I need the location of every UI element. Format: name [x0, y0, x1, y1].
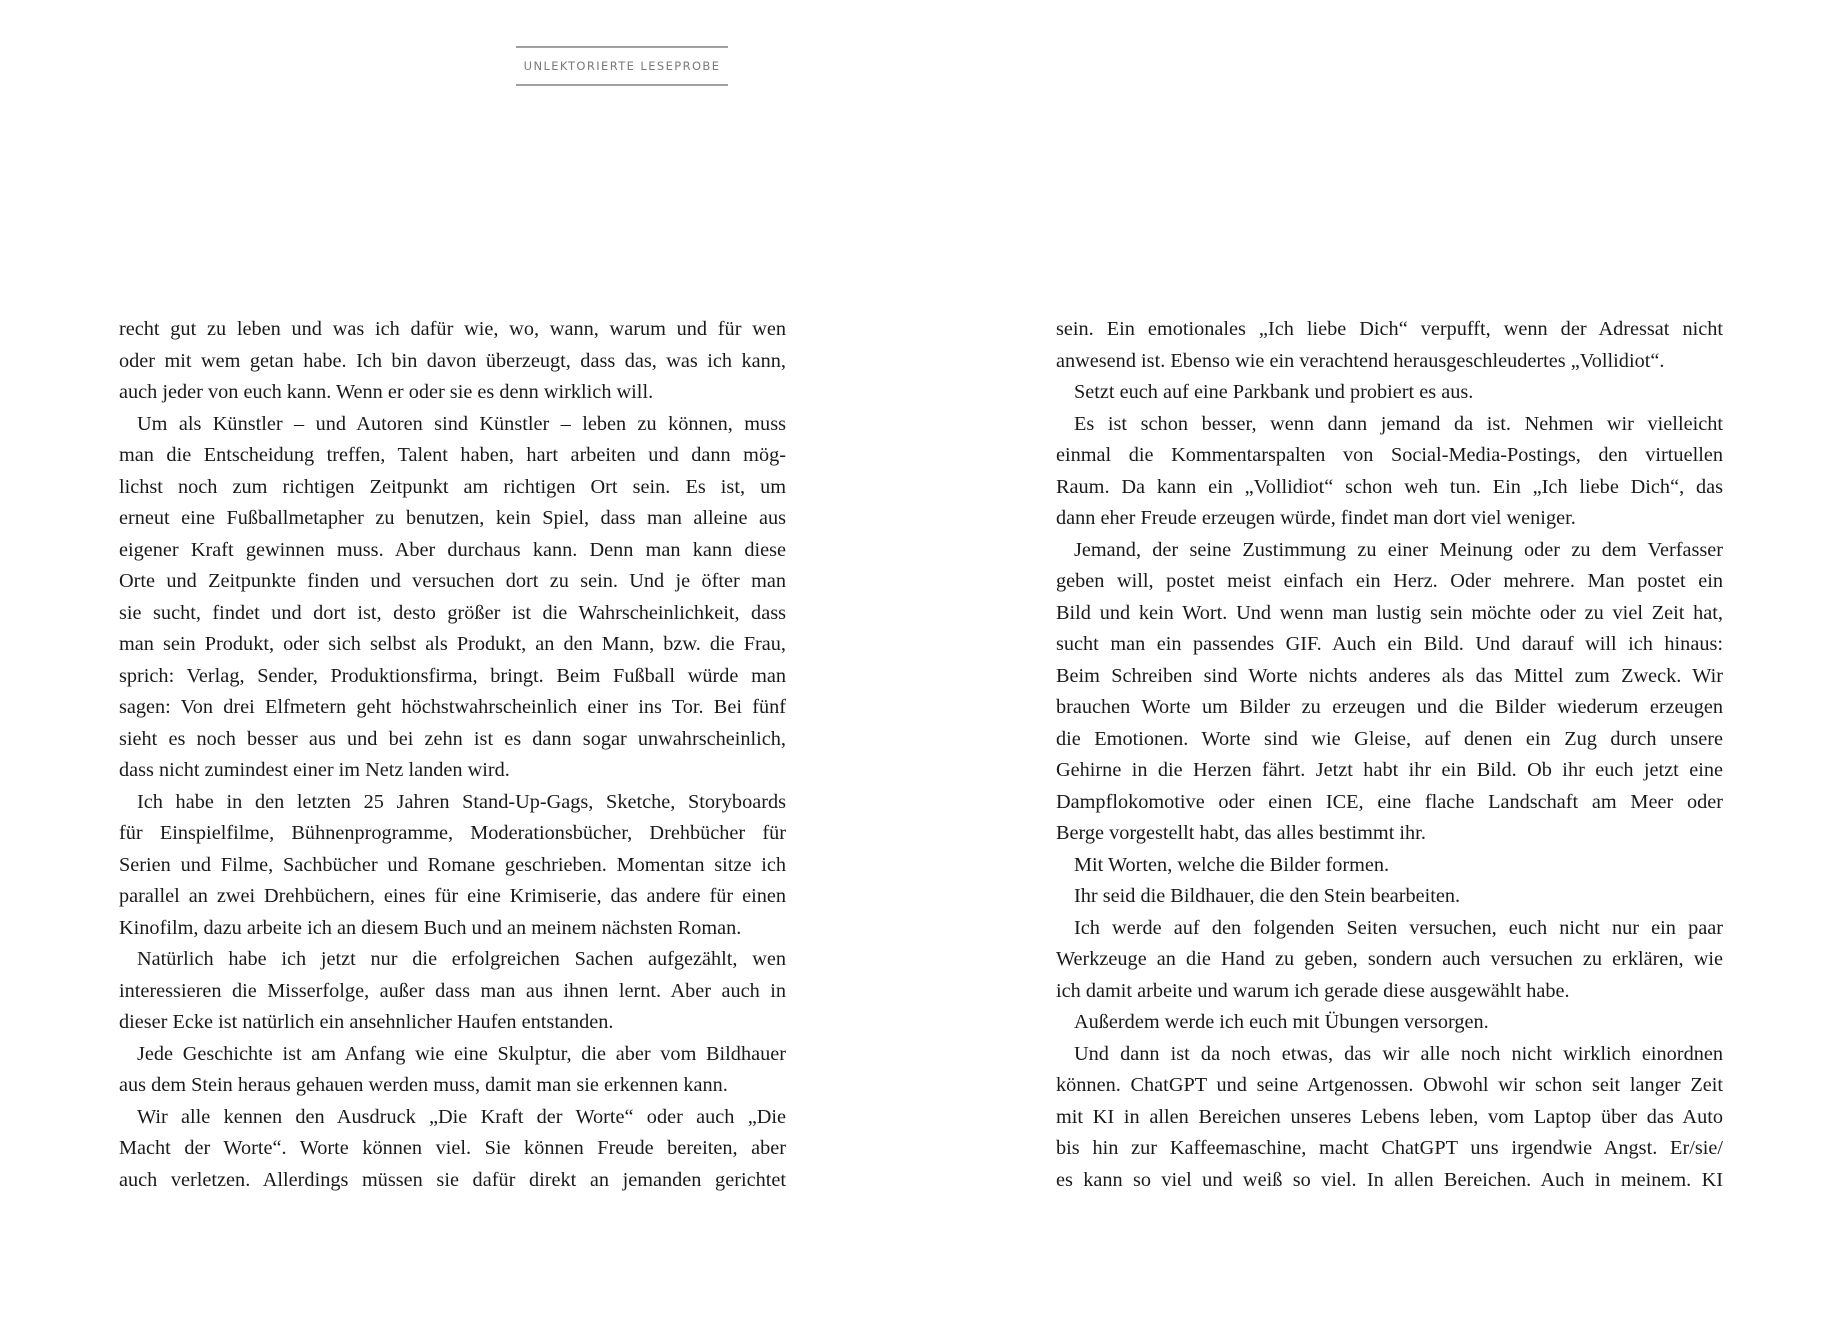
text-line: recht gut zu leben und was ich dafür wie, wo, wann, warum und für wen — [119, 318, 786, 340]
text-line: Jemand, der seine Zustimmung zu einer Meinung oder zu dem Verfasser — [1074, 538, 1723, 561]
text-line: sieht es noch besser aus und bei zehn ist es dann sogar unwahrscheinlich, — [119, 727, 786, 750]
paragraph — [119, 787, 786, 945]
text-line: Mit Worten, welche die Bilder formen. — [1074, 853, 1390, 876]
text-line: Ihr seid die Bildhauer, die den Stein bearbeiten. — [1074, 885, 1461, 907]
text-line: Setzt euch auf eine Parkbank und probiert es aus. — [1074, 381, 1474, 403]
text-line: Orte und Zeitpunkte finden und versuchen dort zu sein. Und je öfter man — [119, 570, 786, 592]
text-line: erneut eine Fußballmetapher zu benutzen, kein Spiel, dass man alleine aus — [119, 507, 786, 529]
text-line: können. ChatGPT und seine Artgenossen. Obwohl wir schon seit langer Zeit — [1056, 1074, 1723, 1096]
text-line: für Einspielfilme, Bühnenprogramme, Moderationsbücher, Drehbücher für — [119, 822, 786, 844]
text-line: bis hin zur Kaffeemaschine, macht ChatGPT uns irgendwie Angst. Er/sie/ — [1056, 1137, 1723, 1159]
paragraph — [119, 409, 786, 787]
text-line: auch verletzen. Allerdings müssen sie dafür direkt an jemanden gerichtet — [119, 1168, 786, 1191]
text-line: parallel an zwei Drehbüchern, eines für eine Krimiserie, das andere für einen — [119, 885, 786, 907]
paragraph — [1056, 1039, 1723, 1197]
text-line: mit KI in allen Bereichen unseres Lebens leben, vom Laptop über das Auto — [1056, 1105, 1723, 1128]
paragraph — [119, 1102, 786, 1197]
text-line: die Emotionen. Worte sind wie Gleise, auf denen ein Zug durch unsere — [1056, 727, 1723, 750]
text-line: Ich habe in den letzten 25 Jahren Stand-Up-Gags, Sketche, Storyboards — [137, 790, 786, 813]
paragraph — [1056, 913, 1723, 1008]
text-line: Wir alle kennen den Ausdruck „Die Kraft der Worte“ oder auch „Die — [137, 1105, 786, 1128]
text-line: eigener Kraft gewinnen muss. Aber durchaus kann. Denn man kann diese — [119, 538, 786, 561]
text-line: Raum. Da kann ein „Vollidiot“ schon weh tun. Ein „Ich liebe Dich“, das — [1056, 475, 1723, 498]
text-line: Natürlich habe ich jetzt nur die erfolgreichen Sachen aufgezählt, wen — [137, 948, 786, 970]
text-line: Es ist schon besser, wenn dann jemand da ist. Nehmen wir vielleicht — [1074, 412, 1723, 435]
text-line: Gehirne in die Herzen fährt. Jetzt habt ihr ein Bild. Ob ihr euch jetzt eine — [1056, 759, 1723, 781]
left-page-text — [119, 314, 786, 1196]
text-line: Dampflokomotive oder einen ICE, eine flache Landschaft am Meer oder — [1056, 790, 1723, 813]
text-line: Ich werde auf den folgenden Seiten versuchen, euch nicht nur ein paar — [1074, 916, 1723, 939]
paragraph — [1056, 881, 1723, 913]
text-line: geben will, postet meist einfach ein Herz. Oder mehrere. Man postet ein — [1056, 570, 1723, 592]
text-line: Macht der Worte“. Worte können viel. Sie können Freude bereiten, aber — [119, 1137, 786, 1159]
text-line: sucht man ein passendes GIF. Auch ein Bild. Und darauf will ich hinaus: — [1056, 633, 1723, 655]
text-line: sie sucht, findet und dort ist, desto größer ist die Wahrscheinlichkeit, dass — [119, 601, 786, 624]
text-line: sprich: Verlag, Sender, Produktionsfirma, bringt. Beim Fußball würde man — [119, 664, 786, 687]
text-line: auch jeder von euch kann. Wenn er oder sie es denn wirklich will. — [119, 381, 654, 403]
paragraph — [1056, 1007, 1723, 1039]
text-line: Beim Schreiben sind Worte nichts anderes als das Mittel zum Zweck. Wir — [1056, 664, 1723, 687]
text-line: oder mit wem getan habe. Ich bin davon überzeugt, dass das, was ich kann, — [119, 349, 786, 372]
text-line: dieser Ecke ist natürlich ein ansehnlicher Haufen entstanden. — [119, 1011, 614, 1033]
paragraph — [1056, 314, 1723, 377]
page-header — [516, 46, 728, 86]
paragraph — [119, 1039, 786, 1102]
text-line: Werkzeuge an die Hand zu geben, sondern auch versuchen zu erklären, wie — [1056, 948, 1723, 970]
text-line: dass nicht zumindest einer im Netz landen wird. — [119, 759, 510, 781]
text-line: es kann so viel und weiß so viel. In allen Bereichen. Auch in meinem. KI — [1056, 1168, 1723, 1191]
text-line: Kinofilm, dazu arbeite ich an diesem Buch und an meinem nächsten Roman. — [119, 916, 742, 939]
text-line: sein. Ein emotionales „Ich liebe Dich“ verpufft, wenn der Adressat nicht — [1056, 318, 1723, 340]
text-line: man die Entscheidung treffen, Talent haben, hart arbeiten und dann mög- — [119, 444, 786, 466]
text-line: Serien und Filme, Sachbücher und Romane geschrieben. Momentan sitze ich — [119, 853, 786, 876]
paragraph — [1056, 850, 1723, 882]
text-line: Jede Geschichte ist am Anfang wie eine Skulptur, die aber vom Bildhauer — [137, 1042, 786, 1065]
paragraph — [119, 944, 786, 1039]
text-line: lichst noch zum richtigen Zeitpunkt am richtigen Ort sein. Es ist, um — [119, 475, 786, 498]
paragraph — [1056, 377, 1723, 409]
text-line: einmal die Kommentarspalten von Social-Media-Postings, den virtuellen — [1056, 444, 1723, 466]
right-page-text — [1056, 314, 1723, 1196]
text-line: dann eher Freude erzeugen würde, findet man dort viel weniger. — [1056, 507, 1576, 529]
text-line: Außerdem werde ich euch mit Übungen versorgen. — [1074, 1011, 1489, 1033]
text-line: aus dem Stein heraus gehauen werden muss, damit man sie erkennen kann. — [119, 1074, 728, 1096]
text-line: interessieren die Misserfolge, außer dass man aus ihnen lernt. Aber auch in — [119, 979, 786, 1002]
text-line: Und dann ist da noch etwas, das wir alle noch nicht wirklich einordnen — [1074, 1042, 1723, 1065]
text-line: brauchen Worte um Bilder zu erzeugen und die Bilder wiederum erzeugen — [1056, 696, 1723, 718]
text-line: Bild und kein Wort. Und wenn man lustig sein möchte oder zu viel Zeit hat, — [1056, 601, 1723, 624]
paragraph — [1056, 535, 1723, 850]
paragraph — [119, 314, 786, 409]
text-line: Um als Künstler – und Autoren sind Künstler – leben zu können, muss — [137, 412, 786, 435]
text-line: Berge vorgestellt habt, das alles bestimmt ihr. — [1056, 822, 1426, 844]
text-line: sagen: Von drei Elfmetern geht höchstwahrscheinlich einer ins Tor. Bei fünf — [119, 696, 786, 718]
paragraph — [1056, 409, 1723, 535]
text-line: ich damit arbeite und warum ich gerade diese ausgewählt habe. — [1056, 979, 1570, 1002]
text-line: anwesend ist. Ebenso wie ein verachtend herausgeschleudertes „Vollidiot“. — [1056, 349, 1665, 372]
text-line: man sein Produkt, oder sich selbst als Produkt, an den Mann, bzw. die Frau, — [119, 633, 786, 655]
header-label: UNLEKTORIERTE LESEPROBE — [523, 59, 721, 73]
